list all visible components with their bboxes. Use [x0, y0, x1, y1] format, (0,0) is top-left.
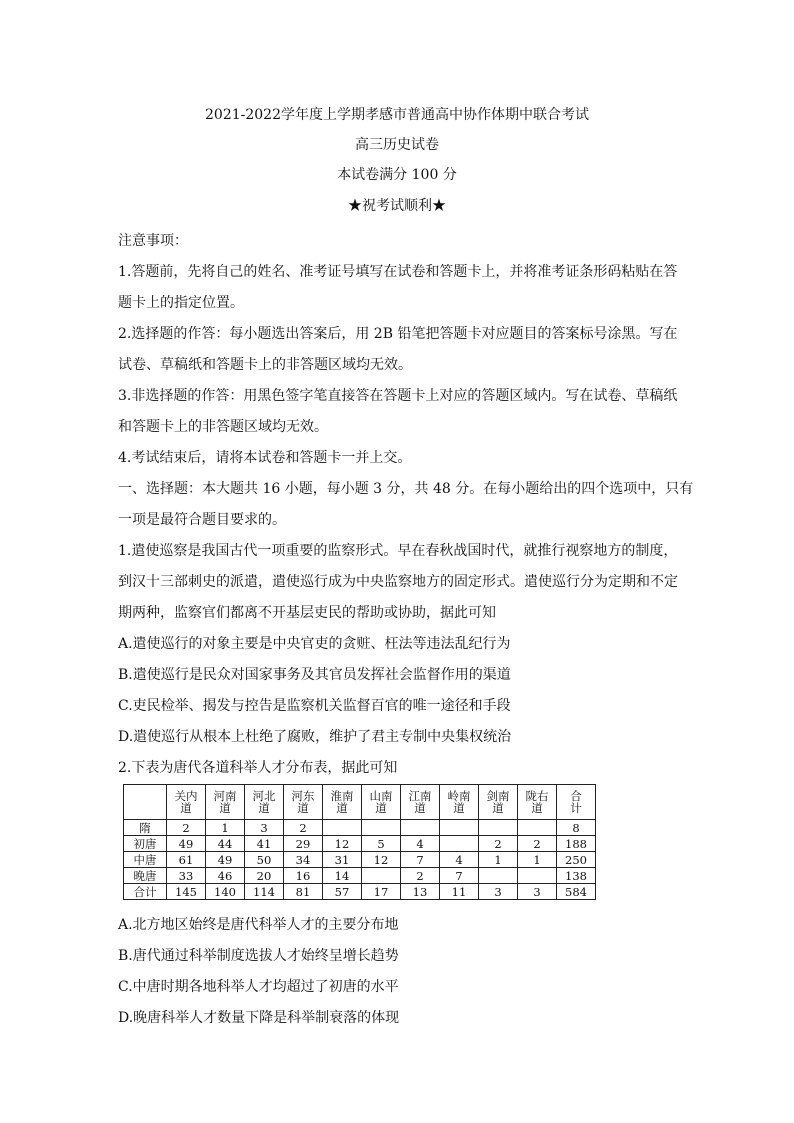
table-cell: 4 [401, 836, 440, 852]
table-cell [362, 820, 401, 836]
table-cell: 2 [284, 820, 323, 836]
table-header-cell: 岭南 道 [440, 785, 479, 820]
table-cell: 34 [284, 852, 323, 868]
table-header-cell [124, 785, 167, 820]
table-cell: 16 [284, 868, 323, 884]
table-header-cell: 山南 道 [362, 785, 401, 820]
score-line: 本试卷满分 100 分 [337, 167, 457, 183]
table-cell [440, 820, 479, 836]
table-cell: 1 [206, 820, 245, 836]
table-row-label: 合计 [124, 884, 167, 900]
table-cell: 4 [440, 852, 479, 868]
table-cell [401, 820, 440, 836]
section-1-line-2: 一项是最符合题目要求的。 [118, 512, 286, 528]
table-cell: 31 [323, 852, 362, 868]
q2-option-c: C.中唐时期各地科举人才均超过了初唐的水平 [118, 979, 399, 995]
table-cell: 3 [479, 884, 518, 900]
table-row-label: 初唐 [124, 836, 167, 852]
table-cell [479, 820, 518, 836]
q1-stem-line-3: 期两种，监察官们都离不开基层吏民的帮助或协助，据此可知 [118, 605, 496, 621]
table-header-cell: 合 计 [557, 785, 596, 820]
table-row-label: 中唐 [124, 852, 167, 868]
q1-option-c: C.吏民检举、揭发与控告是监察机关监督百官的唯一途径和手段 [118, 698, 511, 714]
table-cell: 11 [440, 884, 479, 900]
note-3-line-2: 和答题卡上的非答题区域均无效。 [118, 419, 328, 435]
table-header-cell: 陇右 道 [518, 785, 557, 820]
table-cell [362, 868, 401, 884]
table-cell: 20 [245, 868, 284, 884]
table-cell: 46 [206, 868, 245, 884]
q2-option-a: A.北方地区始终是唐代科举人才的主要分布地 [118, 917, 399, 933]
table-header-cell: 剑南 道 [479, 785, 518, 820]
table-cell: 17 [362, 884, 401, 900]
table-cell: 7 [440, 868, 479, 884]
table-row [124, 868, 596, 884]
table-row-label: 晚唐 [124, 868, 167, 884]
table-cell: 29 [284, 836, 323, 852]
table-cell: 7 [401, 852, 440, 868]
table-cell: 584 [557, 884, 596, 900]
table-row-label: 隋 [124, 820, 167, 836]
table-row [124, 836, 596, 852]
q1-stem-line-2: 到汉十三部刺史的派遣，遣使巡行成为中央监察地方的固定形式。遣使巡行分为定期和不定 [118, 574, 678, 590]
table-cell: 1 [518, 852, 557, 868]
table-cell: 3 [518, 884, 557, 900]
table-cell: 5 [362, 836, 401, 852]
q2-stem: 2.下表为唐代各道科举人才分布表，据此可知 [118, 760, 398, 776]
table-cell [479, 868, 518, 884]
q1-option-a: A.遣使巡行的对象主要是中央官吏的贪赃、枉法等违法乱纪行为 [118, 636, 511, 652]
table-cell: 33 [167, 868, 206, 884]
note-1-line-1: 1.答题前，先将自己的姓名、准考证号填写在试卷和答题卡上，并将准考证条形码粘贴在答 [118, 264, 678, 280]
table-header-cell: 河北 道 [245, 785, 284, 820]
q2-option-d: D.晚唐科举人才数量下降是科举制衰落的体现 [118, 1010, 400, 1026]
table-cell: 50 [245, 852, 284, 868]
table-cell: 2 [479, 836, 518, 852]
table-cell: 114 [245, 884, 284, 900]
exam-title: 2021-2022学年度上学期孝感市普通高中协作体期中联合考试 [205, 107, 589, 123]
table-cell [323, 820, 362, 836]
scholar-distribution-table [123, 784, 596, 900]
table-cell [518, 820, 557, 836]
table-cell: 81 [284, 884, 323, 900]
table-cell: 14 [323, 868, 362, 884]
table-cell [440, 836, 479, 852]
table-header-cell: 河南 道 [206, 785, 245, 820]
table-cell: 57 [323, 884, 362, 900]
table-cell: 13 [401, 884, 440, 900]
note-4: 4.考试结束后，请将本试卷和答题卡一并上交。 [118, 450, 412, 466]
table-cell: 12 [323, 836, 362, 852]
table-cell: 8 [557, 820, 596, 836]
table-row [124, 852, 596, 868]
table-cell: 44 [206, 836, 245, 852]
notes-heading: 注意事项： [118, 233, 188, 249]
table-cell: 2 [518, 836, 557, 852]
table-cell: 2 [167, 820, 206, 836]
note-3-line-1: 3.非选择题的作答：用黑色签字笔直接答在答题卡上对应的答题区域内。写在试卷、草稿纸 [118, 388, 678, 404]
table-row [124, 820, 596, 836]
table-cell: 140 [206, 884, 245, 900]
table-cell: 49 [167, 836, 206, 852]
table-header-cell: 关内 道 [167, 785, 206, 820]
q2-option-b: B.唐代通过科举制度选拔人才始终呈增长趋势 [118, 948, 399, 964]
table-cell: 3 [245, 820, 284, 836]
table-cell: 2 [401, 868, 440, 884]
table-header-cell: 河东 道 [284, 785, 323, 820]
q1-option-d: D.遣使巡行从根本上杜绝了腐败，维护了君主专制中央集权统治 [118, 729, 512, 745]
table-cell: 138 [557, 868, 596, 884]
table-row [124, 884, 596, 900]
q1-stem-line-1: 1.遣使巡察是我国古代一项重要的监察形式。早在春秋战国时代，就推行视察地方的制度， [118, 543, 678, 559]
note-1-line-2: 题卡上的指定位置。 [118, 295, 244, 311]
table-cell [518, 868, 557, 884]
table-cell: 188 [557, 836, 596, 852]
table-cell: 12 [362, 852, 401, 868]
table-cell: 145 [167, 884, 206, 900]
note-2-line-1: 2.选择题的作答：每小题选出答案后，用 2B 铅笔把答题卡对应题目的答案标号涂黑。写在 [118, 326, 678, 342]
table-header-cell: 淮南 道 [323, 785, 362, 820]
table-header-cell: 江南 道 [401, 785, 440, 820]
section-1-line-1: 一、选择题：本大题共 16 小题，每小题 3 分，共 48 分。在每小题给出的四个选项中，只有 [118, 481, 694, 497]
blessing-line: ★祝考试顺利★ [348, 198, 446, 214]
note-2-line-2: 试卷、草稿纸和答题卡上的非答题区域均无效。 [118, 357, 412, 373]
table-cell: 1 [479, 852, 518, 868]
table-cell: 41 [245, 836, 284, 852]
table-cell: 61 [167, 852, 206, 868]
subject-title: 高三历史试卷 [355, 137, 439, 153]
table-cell: 250 [557, 852, 596, 868]
table-cell: 49 [206, 852, 245, 868]
q1-option-b: B.遣使巡行是民众对国家事务及其官员发挥社会监督作用的渠道 [118, 667, 511, 683]
table-header-row [124, 785, 596, 820]
